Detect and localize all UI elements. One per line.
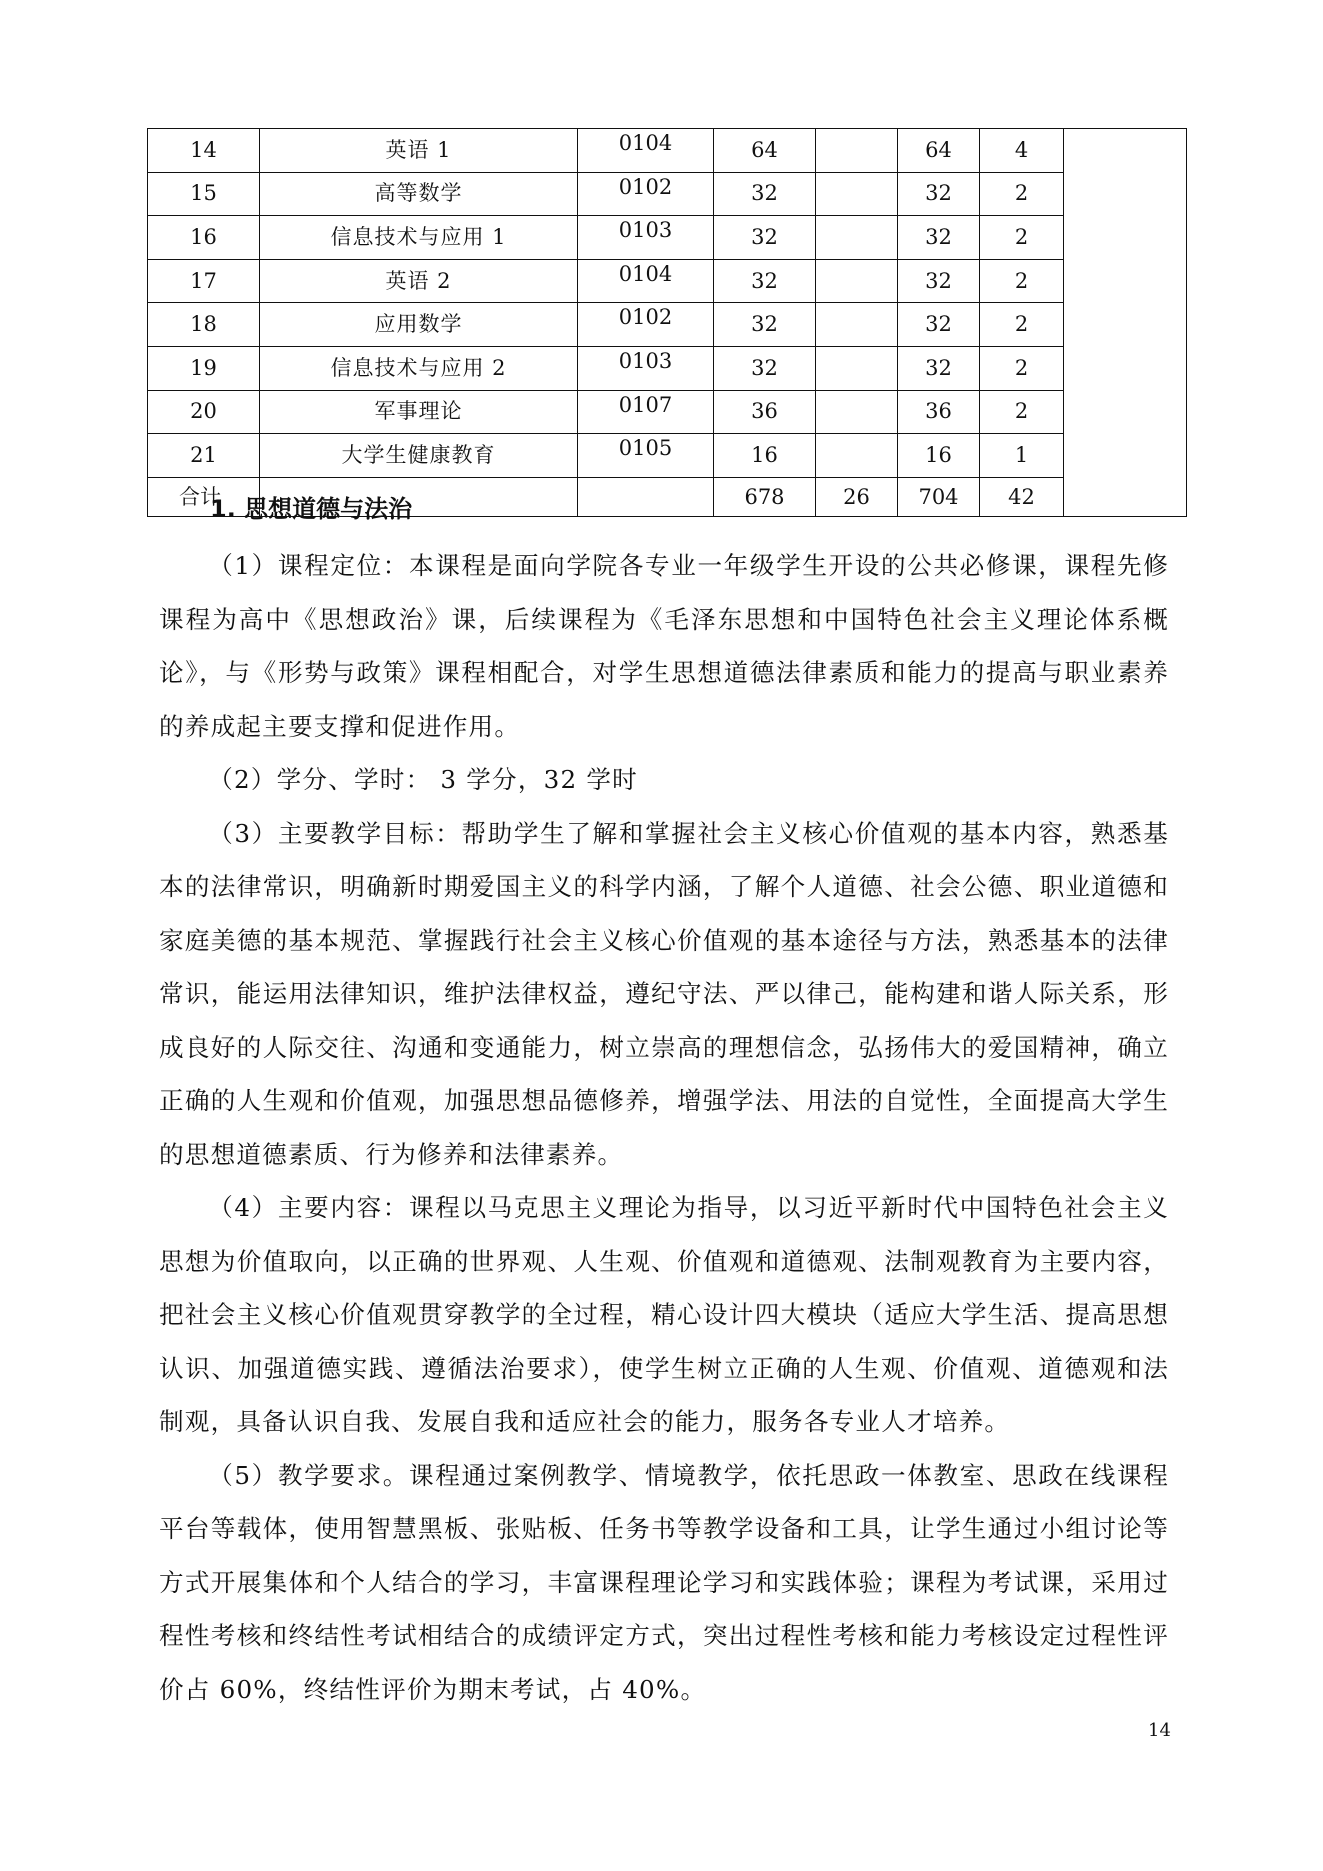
credits: 2 [980, 216, 1064, 260]
credits: 2 [980, 259, 1064, 303]
course-no: 18 [148, 303, 260, 347]
course-code [578, 477, 714, 517]
total-hours: 36 [898, 390, 980, 434]
total-total-hours: 704 [898, 477, 980, 517]
theory-hours: 64 [714, 129, 816, 173]
practice-hours [816, 303, 898, 347]
table-row [148, 303, 1187, 347]
practice-hours [816, 172, 898, 216]
practice-hours [816, 346, 898, 390]
total-hours: 64 [898, 129, 980, 173]
course-no: 17 [148, 259, 260, 303]
course-table [147, 128, 1187, 517]
practice-hours [816, 390, 898, 434]
theory-hours: 32 [714, 346, 816, 390]
course-name: 英语 1 [260, 129, 578, 173]
table-row [148, 390, 1187, 434]
credits: 2 [980, 172, 1064, 216]
course-no: 21 [148, 434, 260, 478]
table-row [148, 216, 1187, 260]
course-no: 14 [148, 129, 260, 173]
table-row [148, 129, 1187, 173]
paragraph-main-content: （4）主要内容：课程以马克思主义理论为指导，以习近平新时代中国特色社会主义思想为价值取向，以正确的世界观、人生观、价值观和道德观、法制观教育为主要内容，把社会主义核心价值观贯穿教学的全过程，精心设计四大模块（适应大学生活、提高思想认识、加强道德实践、遵循法治要求），使学生树立正确的人生观、价值观、道德观和法制观，具备认识自我、发展自我和适应社会的能力，服务各专业人才培养。 [159, 1193, 1169, 1436]
total-credits: 42 [980, 477, 1064, 517]
practice-hours [816, 434, 898, 478]
paragraph-teaching-goals: （3）主要教学目标：帮助学生了解和掌握社会主义核心价值观的基本内容，熟悉基本的法律常识，明确新时期爱国主义的科学内涵，了解个人道德、社会公德、职业道德和家庭美德的基本规范、掌握践行社会主义核心价值观的基本途径与方法，熟悉基本的法律常识，能运用法律知识，维护法律权益，遵纪守法、严以律己，能构建和谐人际关系，形成良好的人际交往、沟通和变通能力，树立崇高的理想信念，弘扬伟大的爱国精神，确立正确的人生观和价值观，加强思想品德修养，增强学法、用法的自觉性，全面提高大学生的思想道德素质、行为修养和法律素养。 [159, 818, 1169, 1169]
total-hours: 32 [898, 303, 980, 347]
total-hours: 32 [898, 346, 980, 390]
theory-hours: 32 [714, 216, 816, 260]
total-hours: 32 [898, 259, 980, 303]
course-code: 0103 [578, 216, 714, 260]
paragraph-credits-hours: （2）学分、学时： 3 学分，32 学时 [208, 765, 638, 794]
total-theory-hours: 678 [714, 477, 816, 517]
practice-hours [816, 129, 898, 173]
total-hours: 32 [898, 172, 980, 216]
practice-hours [816, 259, 898, 303]
total-label: 合计 [148, 477, 260, 517]
paragraph-course-positioning: （1）课程定位：本课程是面向学院各专业一年级学生开设的公共必修课，课程先修课程为高中《思想政治》课，后续课程为《毛泽东思想和中国特色社会主义理论体系概论》，与《形势与政策》课程相配合，对学生思想道德法律素质和能力的提高与职业素养的养成起主要支撑和促进作用。 [159, 551, 1169, 741]
course-name: 信息技术与应用 1 [260, 216, 578, 260]
section-heading: 1. 思想道德与法治 [210, 495, 413, 523]
table-row [148, 259, 1187, 303]
course-table-body [148, 129, 1187, 517]
remarks-cell [1064, 129, 1187, 517]
theory-hours: 32 [714, 303, 816, 347]
credits: 1 [980, 434, 1064, 478]
course-code: 0102 [578, 303, 714, 347]
course-code: 0103 [578, 346, 714, 390]
course-code: 0104 [578, 259, 714, 303]
page-number: 14 [1148, 1720, 1171, 1741]
practice-hours [816, 216, 898, 260]
course-no: 16 [148, 216, 260, 260]
course-name: 英语 2 [260, 259, 578, 303]
course-name: 信息技术与应用 2 [260, 346, 578, 390]
table-row [148, 172, 1187, 216]
credits: 2 [980, 390, 1064, 434]
theory-hours: 32 [714, 259, 816, 303]
course-code: 0105 [578, 434, 714, 478]
theory-hours: 16 [714, 434, 816, 478]
course-code: 0102 [578, 172, 714, 216]
total-hours: 32 [898, 216, 980, 260]
paragraph-teaching-requirements: （5）教学要求。课程通过案例教学、情境教学，依托思政一体教室、思政在线课程平台等载体，使用智慧黑板、张贴板、任务书等教学设备和工具，让学生通过小组讨论等方式开展集体和个人结合的学习，丰富课程理论学习和实践体验；课程为考试课，采用过程性考核和终结性考试相结合的成绩评定方式，突出过程性考核和能力考核设定过程性评价占 60%，终结性评价为期末考试，占 40%。 [159, 1460, 1169, 1704]
credits: 2 [980, 303, 1064, 347]
course-code: 0104 [578, 129, 714, 173]
table-row [148, 346, 1187, 390]
theory-hours: 36 [714, 390, 816, 434]
course-name: 军事理论 [260, 390, 578, 434]
course-name: 大学生健康教育 [260, 434, 578, 478]
credits: 2 [980, 346, 1064, 390]
total-hours: 16 [898, 434, 980, 478]
course-no: 20 [148, 390, 260, 434]
total-practice-hours: 26 [816, 477, 898, 517]
theory-hours: 32 [714, 172, 816, 216]
course-name: 高等数学 [260, 172, 578, 216]
course-no: 15 [148, 172, 260, 216]
body-text [159, 539, 1169, 1716]
credits: 4 [980, 129, 1064, 173]
course-code: 0107 [578, 390, 714, 434]
table-row [148, 434, 1187, 478]
course-no: 19 [148, 346, 260, 390]
course-name: 应用数学 [260, 303, 578, 347]
